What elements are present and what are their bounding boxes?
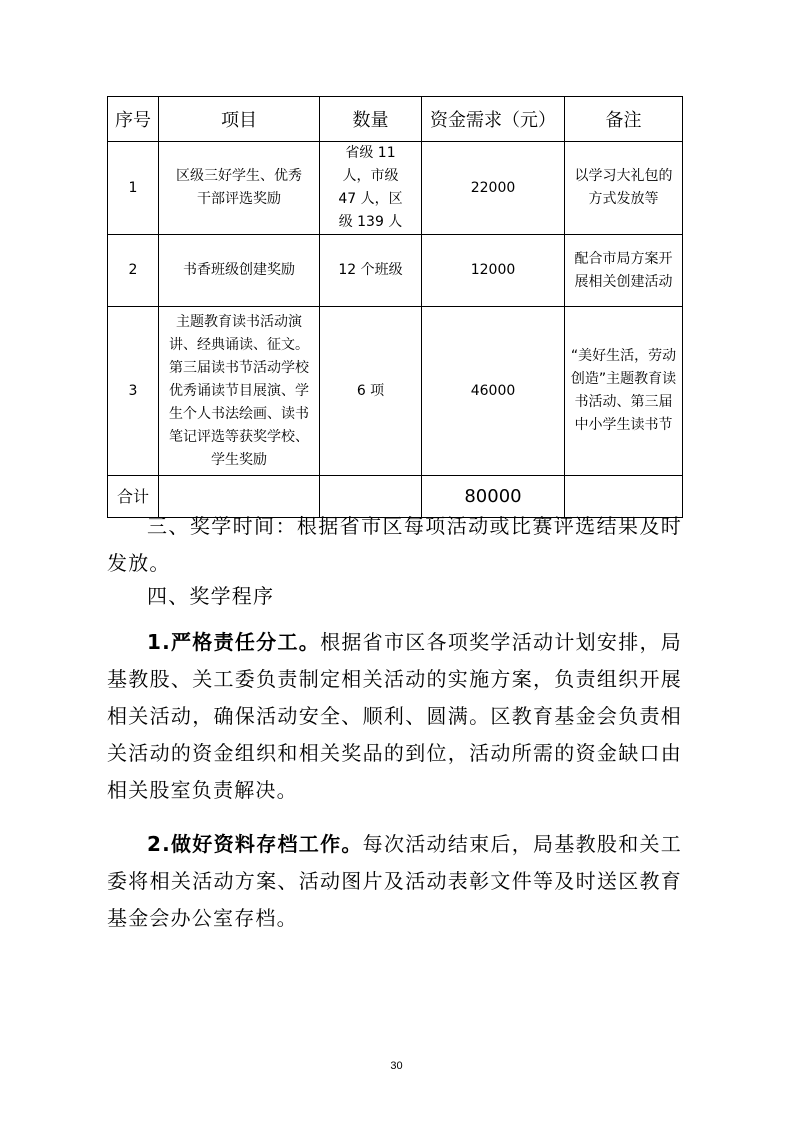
header-no: 序号 bbox=[108, 97, 159, 142]
table-row bbox=[108, 235, 683, 307]
header-item: 项目 bbox=[159, 97, 320, 142]
row-item: 书香班级创建奖励 bbox=[159, 235, 320, 307]
row-remark: “美好生活，劳动创造”主题教育读书活动、第三届中小学生读书节 bbox=[565, 307, 683, 476]
row-item: 区级三好学生、优秀干部评选奖励 bbox=[159, 142, 320, 235]
row-amount: 12000 bbox=[422, 235, 565, 307]
total-label: 合计 bbox=[108, 476, 159, 518]
point-2-text: 每次活动结束后，局基教股和关工委将相关活动方案、活动图片及活动表彰文件等及时送区教育基金会办公室存档。 bbox=[107, 832, 683, 930]
header-remark: 备注 bbox=[565, 97, 683, 142]
table-row bbox=[108, 142, 683, 235]
row-qty: 12 个班级 bbox=[320, 235, 422, 307]
row-amount: 22000 bbox=[422, 142, 565, 235]
section-4-title: 四、奖学程序 bbox=[147, 584, 275, 608]
point-1-text: 根据省市区各项奖学活动计划安排，局基教股、关工委负责制定相关活动的实施方案，负责组织开展相关活动，确保活动安全、顺利、圆满。区教育基金会负责相关活动的资金组织和相关奖品的到位，活动所需的资金缺口由相关股室负责解决。 bbox=[107, 630, 682, 802]
table-header-row bbox=[108, 97, 683, 142]
row-no: 3 bbox=[108, 307, 159, 476]
point-2-paragraph bbox=[107, 826, 682, 937]
point-1-title: 1.严格责任分工。 bbox=[147, 630, 321, 654]
row-no: 2 bbox=[108, 235, 159, 307]
header-qty: 数量 bbox=[320, 97, 422, 142]
row-qty: 6 项 bbox=[320, 307, 422, 476]
page-number: 30 bbox=[390, 1060, 403, 1072]
section-4-paragraph bbox=[107, 578, 682, 615]
point-1-paragraph bbox=[107, 624, 682, 809]
row-qty: 省级 11 人，市级 47 人，区级 139 人 bbox=[320, 142, 422, 235]
total-amount: 80000 bbox=[422, 476, 565, 518]
section-3-paragraph bbox=[107, 508, 682, 582]
section-3-text: 根据省市区每项活动或比赛评选结果及时发放。 bbox=[107, 514, 682, 575]
row-remark: 以学习大礼包的方式发放等 bbox=[565, 142, 683, 235]
row-no: 1 bbox=[108, 142, 159, 235]
section-3-title: 三、奖学时间： bbox=[147, 514, 297, 538]
row-remark: 配合市局方案开展相关创建活动 bbox=[565, 235, 683, 307]
point-2-title: 2.做好资料存档工作。 bbox=[147, 832, 363, 856]
budget-table bbox=[107, 96, 683, 518]
header-amount: 资金需求（元） bbox=[422, 97, 565, 142]
row-item: 主题教育读书活动演讲、经典诵读、征文。第三届读书节活动学校优秀诵读节目展演、学生个人书法绘画、读书笔记评选等获奖学校、学生奖励 bbox=[159, 307, 320, 476]
row-amount: 46000 bbox=[422, 307, 565, 476]
table-row bbox=[108, 307, 683, 476]
